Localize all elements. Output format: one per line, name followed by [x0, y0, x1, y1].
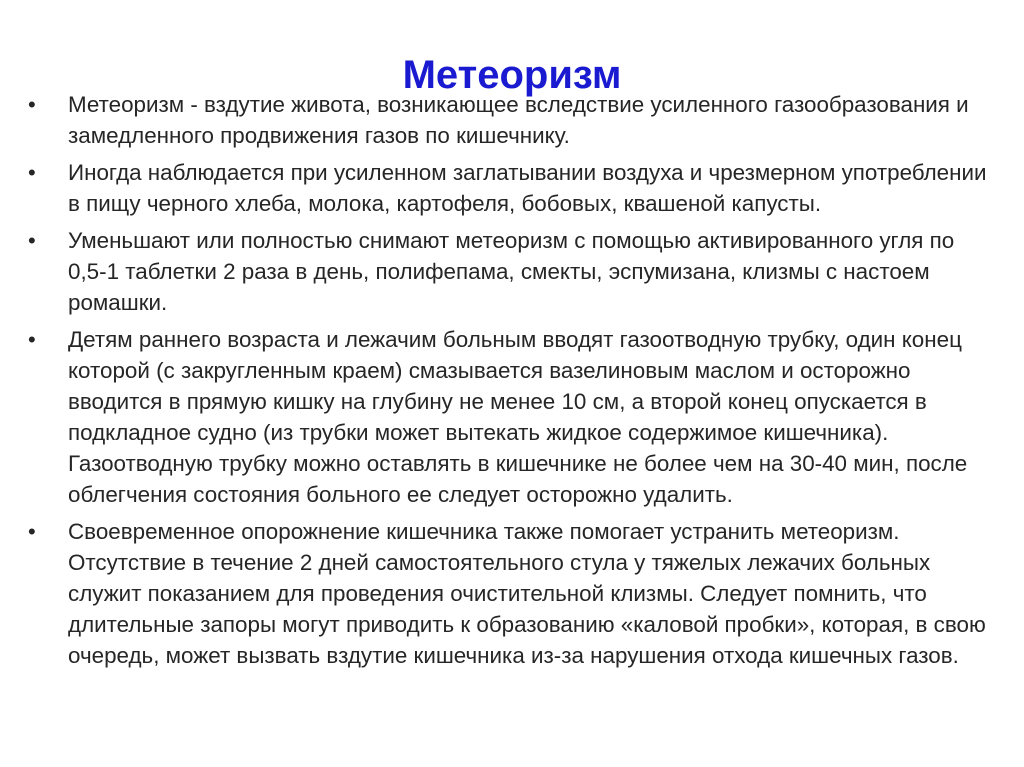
bullet-text: Своевременное опорожнение кишечника также помогает устранить метеоризм. Отсутствие в течение 2 дней самостоятельного стула у тяжелых лежачих больных служит показанием для проведения очистительной клизмы. Следует помнить, что длительные запоры могут приводить к образованию «каловой пробки», которая, в свою очередь, может вызвать вздутие кишечника из-за нарушения отхода кишечных газов. [68, 519, 986, 668]
bullet-marker: • [28, 160, 36, 185]
bullet-marker: • [28, 327, 36, 352]
bullet-item-3 [28, 225, 993, 318]
bullet-list [28, 89, 993, 677]
bullet-item-4 [28, 324, 993, 510]
slide-title: Метеоризм [402, 52, 622, 97]
bullet-marker: • [28, 519, 36, 544]
bullet-marker: • [28, 92, 36, 117]
bullet-text: Уменьшают или полностью снимают метеоризм с помощью активированного угля по 0,5-1 таблетки 2 раза в день, полифепама, смекты, эспумизана, клизмы с настоем ромашки. [68, 228, 955, 315]
bullet-text: Иногда наблюдается при усиленном заглатывании воздуха и чрезмерном употреблении в пищу черного хлеба, молока, картофеля, бобовых, квашеной капусты. [68, 160, 987, 216]
bullet-item-5 [28, 516, 993, 671]
bullet-text: Метеоризм - вздутие живота, возникающее вследствие усиленного газообразования и замедленного продвижения газов по кишечнику. [68, 92, 969, 148]
bullet-marker: • [28, 228, 36, 253]
bullet-item-2 [28, 157, 993, 219]
bullet-item-1 [28, 89, 993, 151]
bullet-text: Детям раннего возраста и лежачим больным вводят газоотводную трубку, один конец которой (с закругленным краем) смазывается вазелиновым маслом и осторожно вводится в прямую кишку на глубину не менее 10 см, а второй конец опускается в подкладное судно (из трубки может вытекать жидкое содержимое кишечника). Газоотводную трубку можно оставлять в кишечнике не более чем на 30-40 мин, после облегчения состояния больного ее следует осторожно удалить. [68, 327, 968, 507]
